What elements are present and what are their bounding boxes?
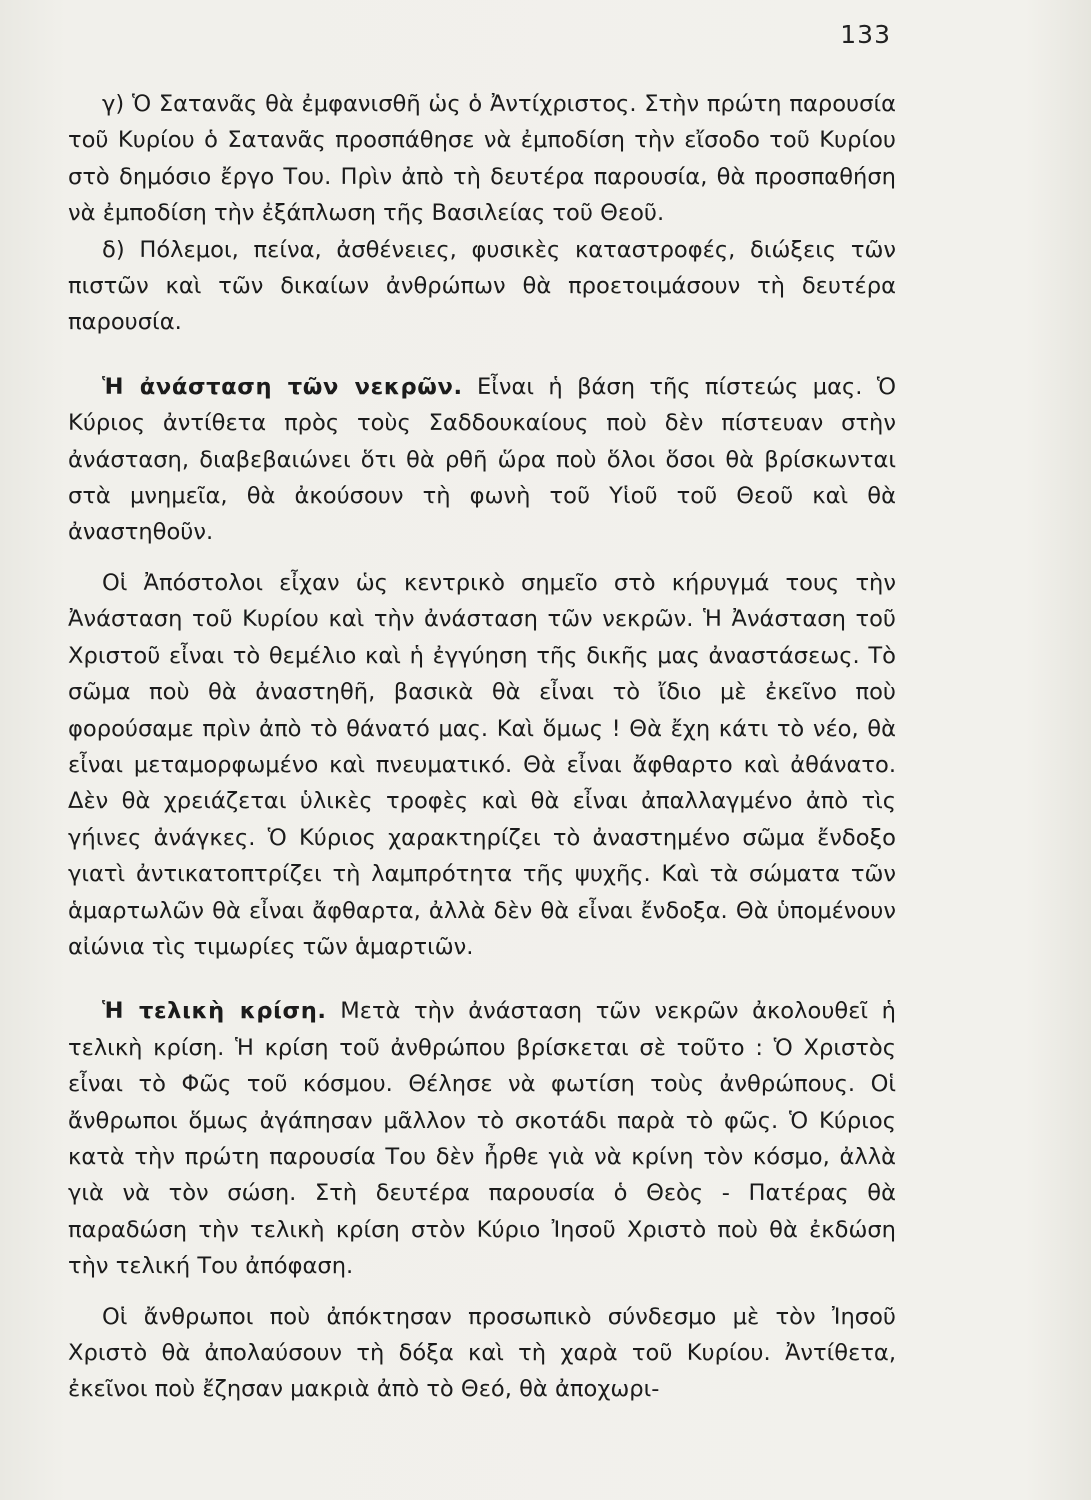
paragraph-people: Οἱ ἄνθρωποι ποὺ ἀπόκτησαν προσωπικὸ σύνδεσμο μὲ τὸν Ἰησοῦ Χριστὸ θὰ ἀπολαύσουν τὴ δόξα καὶ τὴ χαρὰ τοῦ Κυρίου. Ἀντίθετα, ἐκεῖνοι ποὺ ἔζησαν μακριὰ ἀπὸ τὸ Θεό, θὰ ἀποχωρι- <box>68 1303 896 1403</box>
paragraph-resurrection-text: Εἶναι ἡ βάση τῆς πίστεώς μας. Ὁ Κύριος ἀντίθετα πρὸς τοὺς Σαδδουκαίους ποὺ δὲν πίστευαν στὴν ἀνάσταση, διαβεβαιώνει ὅτι θὰ ρθῆ ὥρα ποὺ ὅλοι ὅσοι θὰ βρίσκωνται στὰ μνημεῖα, θὰ ἀκούσουν τὴ φωνὴ τοῦ Υἱοῦ τοῦ Θεοῦ καὶ θὰ ἀναστηθοῦν. <box>68 373 896 546</box>
heading-resurrection: Ἡ ἀνάσταση τῶν νεκρῶν. <box>102 373 463 400</box>
paragraph-final-judgment-text: Μετὰ τὴν ἀνάσταση τῶν νεκρῶν ἀκολουθεῖ ἡ τελικὴ κρίση. Ἡ κρίση τοῦ ἀνθρώπου βρίσκεται σὲ τοῦτο : Ὁ Χριστὸς εἶναι τὸ Φῶς τοῦ κόσμου. Θέλησε νὰ φωτίση τοὺς ἀνθρώπους. Οἱ ἄνθρωποι ὅμως ἀγάπησαν μᾶλλον τὸ σκοτάδι παρὰ τὸ φῶς. Ὁ Κύριος κατὰ τὴν πρώτη παρουσία Του δὲν ἦρθε γιὰ νὰ κρίνη τὸν κόσμο, ἀλλὰ γιὰ νὰ τὸν σώση. Στὴ δευτέρα παρουσία ὁ Θεὸς - Πατέρας θὰ παραδώση τὴν τελικὴ κρίση στὸν Κύριο Ἰησοῦ Χριστὸ ποὺ θὰ ἐκδώση τὴν τελική Του ἀπόφαση. <box>68 998 897 1280</box>
heading-final-judgment: Ἡ τελικὴ κρίση. <box>102 998 327 1025</box>
paragraph-final-judgment <box>68 993 896 1284</box>
paragraph-resurrection <box>68 369 896 551</box>
paragraph-apostles: Οἱ Ἀπόστολοι εἶχαν ὡς κεντρικὸ σημεῖο στὸ κήρυγμά τους τὴν Ἀνάσταση τοῦ Κυρίου καὶ τὴν ἀνάσταση τῶν νεκρῶν. Ἡ Ἀνάσταση τοῦ Χριστοῦ εἶναι τὸ θεμέλιο καὶ ἡ ἐγγύηση τῆς δικῆς μας ἀναστάσεως. Τὸ σῶμα ποὺ θὰ ἀναστηθῆ, βασικὰ θὰ εἶναι τὸ ἴδιο μὲ ἐκεῖνο ποὺ φορούσαμε πρὶν ἀπὸ τὸ θάνατό μας. Καὶ ὅμως ! Θὰ ἔχη κάτι τὸ νέο, θὰ εἶναι μεταμορφωμένο καὶ πνευματικό. Θὰ εἶναι ἄφθαρτο καὶ ἀθάνατο. Δὲν θὰ χρειάζεται ὑλικὲς τροφὲς καὶ θὰ εἶναι ἀπαλλαγμένο ἀπὸ τὶς γήινες ἀνάγκες. Ὁ Κύριος χαρακτηρίζει τὸ ἀναστημένο σῶμα ἔνδοξο γιατὶ ἀντικατοπτρίζει τὴ λαμπρότητα τῆς ψυχῆς. Καὶ τὰ σώματα τῶν ἁμαρτωλῶν θὰ εἶναι ἄφθαρτα, ἀλλὰ δὲν θὰ εἶναι ἔνδοξα. Θὰ ὑπομένουν αἰώνια τὶς τιμωρίες τῶν ἁμαρτιῶν. <box>68 569 896 960</box>
page-number: 133 <box>840 20 891 49</box>
body-text <box>68 86 896 1408</box>
paragraph-wars: δ) Πόλεμοι, πείνα, ἀσθένειες, φυσικὲς καταστροφές, διώξεις τῶν πιστῶν καὶ τῶν δικαίων ἀνθρώπων θὰ προετοιμάσουν τὴ δευτέρα παρουσία. <box>68 236 896 336</box>
paragraph-satan: γ) Ὁ Σατανᾶς θὰ ἐμφανισθῆ ὡς ὁ Ἀντίχριστος. Στὴν πρώτη παρουσία τοῦ Κυρίου ὁ Σατανᾶς προσπάθησε νὰ ἐμποδίση τὴν εἴσοδο τοῦ Κυρίου στὸ δημόσιο ἔργο Του. Πρὶν ἀπὸ τὴ δευτέρα παρουσία, θὰ προσπαθήση νὰ ἐμποδίση τὴν ἐξάπλωση τῆς Βασιλείας τοῦ Θεοῦ. <box>68 91 896 227</box>
